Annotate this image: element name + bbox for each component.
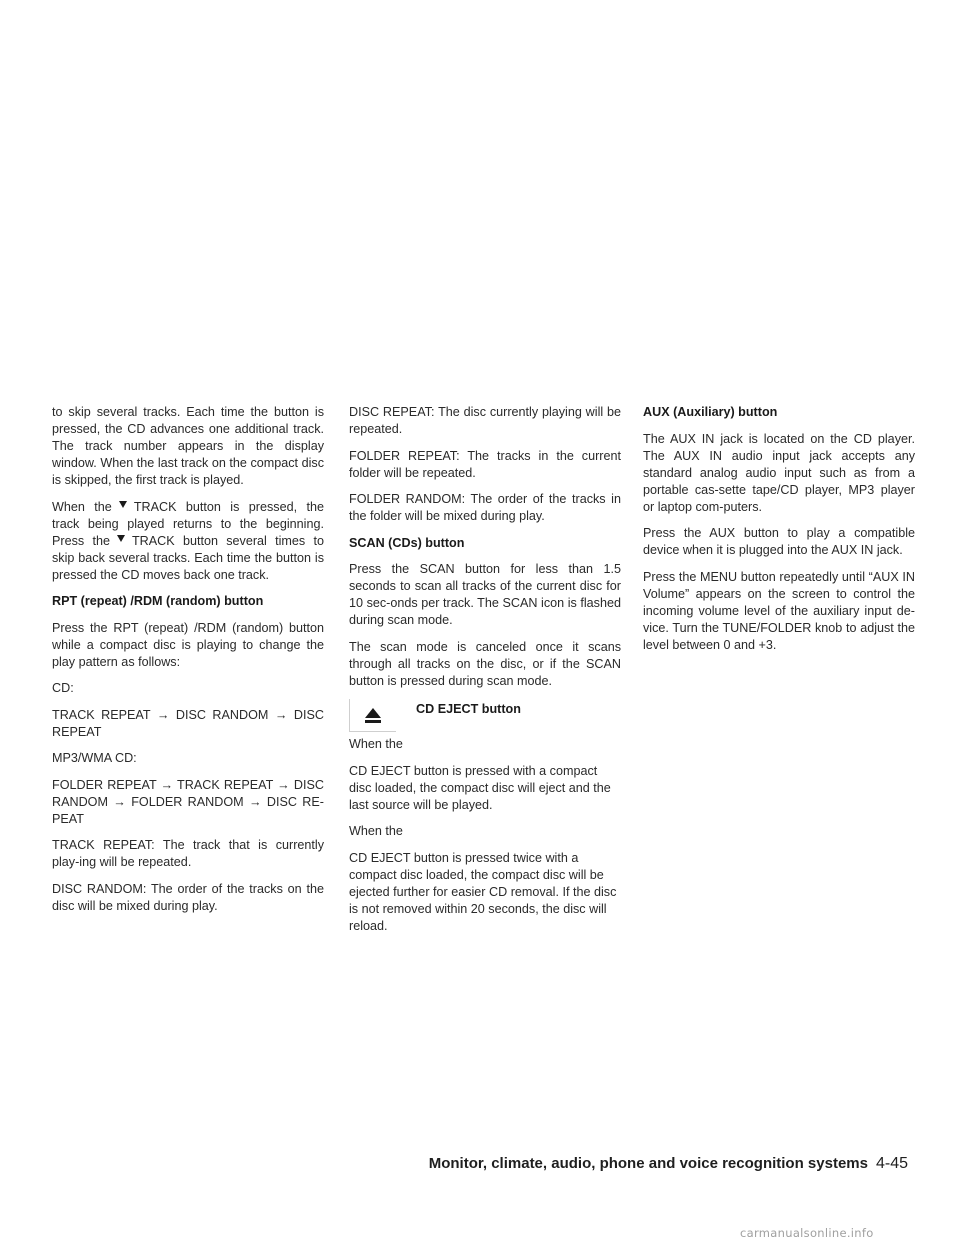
paragraph: FOLDER REPEAT → TRACK REPEAT → DISC RANDOM → FOLDER RANDOM → DISC RE-PEAT	[52, 777, 324, 826]
eject-icon	[349, 699, 396, 732]
paragraph: Press the SCAN button for less than 1.5 seconds to scan all tracks of the current disc for 10 sec-onds per track. The SCAN icon is flashed during scan mode.	[349, 562, 621, 627]
section-heading-aux: AUX (Auxiliary) button	[643, 405, 778, 419]
paragraph: The AUX IN jack is located on the CD player. The AUX IN audio input jack accepts any standard analog audio input such as from a portable cas-sette tape/CD player, MP3 player or laptop com-puters.	[643, 431, 915, 514]
page-number: 4-45	[875, 1155, 908, 1172]
paragraph-track-button: When the TRACK button is pressed, the track being played returns to the beginning. Press the TRACK button several times to skip back several tracks. Each time the button is pressed the CD moves back one track.	[52, 499, 324, 582]
paragraph: to skip several tracks. Each time the button is pressed, the CD advances one additional track. The track number appears in the display window. When the last track on the compact disc is skipped, the first track is played.	[52, 405, 324, 487]
paragraph: Press the RPT (repeat) /RDM (random) button while a compact disc is playing to change the play pattern as follows:	[52, 620, 324, 669]
paragraph: TRACK REPEAT: The track that is currently play-ing will be repeated.	[52, 838, 324, 869]
page-footer	[420, 1155, 908, 1173]
footer-section-title: Monitor, climate, audio, phone and voice recognition systems	[428, 1155, 868, 1172]
eject-heading-block	[349, 699, 621, 732]
paragraph-eject-twice: When the	[349, 824, 403, 838]
watermark: carmanualsonline.info	[740, 1226, 874, 1240]
paragraph: MP3/WMA CD:	[52, 751, 137, 765]
paragraph: Press the AUX button to play a compatible device when it is plugged into the AUX IN jack.	[643, 526, 915, 557]
paragraph: Press the MENU button repeatedly until “AUX IN Volume” appears on the screen to control the incoming volume level of the auxiliary input de-vice. Turn the TUNE/FOLDER knob to adjust the level between 0 and +3.	[643, 569, 915, 652]
paragraph: FOLDER RANDOM: The order of the tracks in the folder will be mixed during play.	[349, 492, 621, 523]
paragraph: CD:	[52, 681, 74, 695]
column-2: DISC REPEAT: The disc currently playing will be repeated. FOLDER REPEAT: The tracks in the current folder will be repeated. FOLDER RANDOM: The order of the tracks in the folder will be mixed during play. SCAN (CDs) button Press the SCAN button for less than 1.5 seconds to scan all tracks of the current disc for 10 sec-onds per track. The SCAN icon is flashed during scan mode. The scan mode is canceled once it scans through all tracks on the disc, or if the SCAN button is pressed during scan mode. CD EJECT button When the CD EJECT button is pressed with a compact disc loaded, the compact disc will eject and the last source will be played. When the CD EJECT button is pressed twice with a compact disc loaded, the compact disc will be ejected further for easier CD removal. If the disc is not removed within 20 seconds, the disc will reload.	[349, 405, 621, 933]
paragraph: DISC REPEAT: The disc currently playing will be repeated.	[349, 405, 621, 436]
section-heading-rpt: RPT (repeat) /RDM (random) button	[52, 594, 264, 608]
paragraph: FOLDER REPEAT: The tracks in the current folder will be repeated.	[349, 448, 621, 480]
column-3	[643, 404, 915, 663]
paragraph: The scan mode is canceled once it scans through all tracks on the disc, or if the SCAN button is pressed during scan mode.	[349, 639, 621, 688]
paragraph-eject: When the	[349, 737, 403, 751]
section-heading-eject: CD EJECT button	[416, 702, 521, 716]
paragraph: DISC RANDOM: The order of the tracks on the disc will be mixed during play.	[52, 881, 324, 913]
column-1	[52, 404, 324, 924]
track-down-icon	[119, 501, 127, 508]
track-down-icon	[117, 535, 125, 542]
paragraph: TRACK REPEAT → DISC RANDOM → DISC REPEAT	[52, 707, 324, 739]
section-heading-scan: SCAN (CDs) button	[349, 535, 465, 550]
